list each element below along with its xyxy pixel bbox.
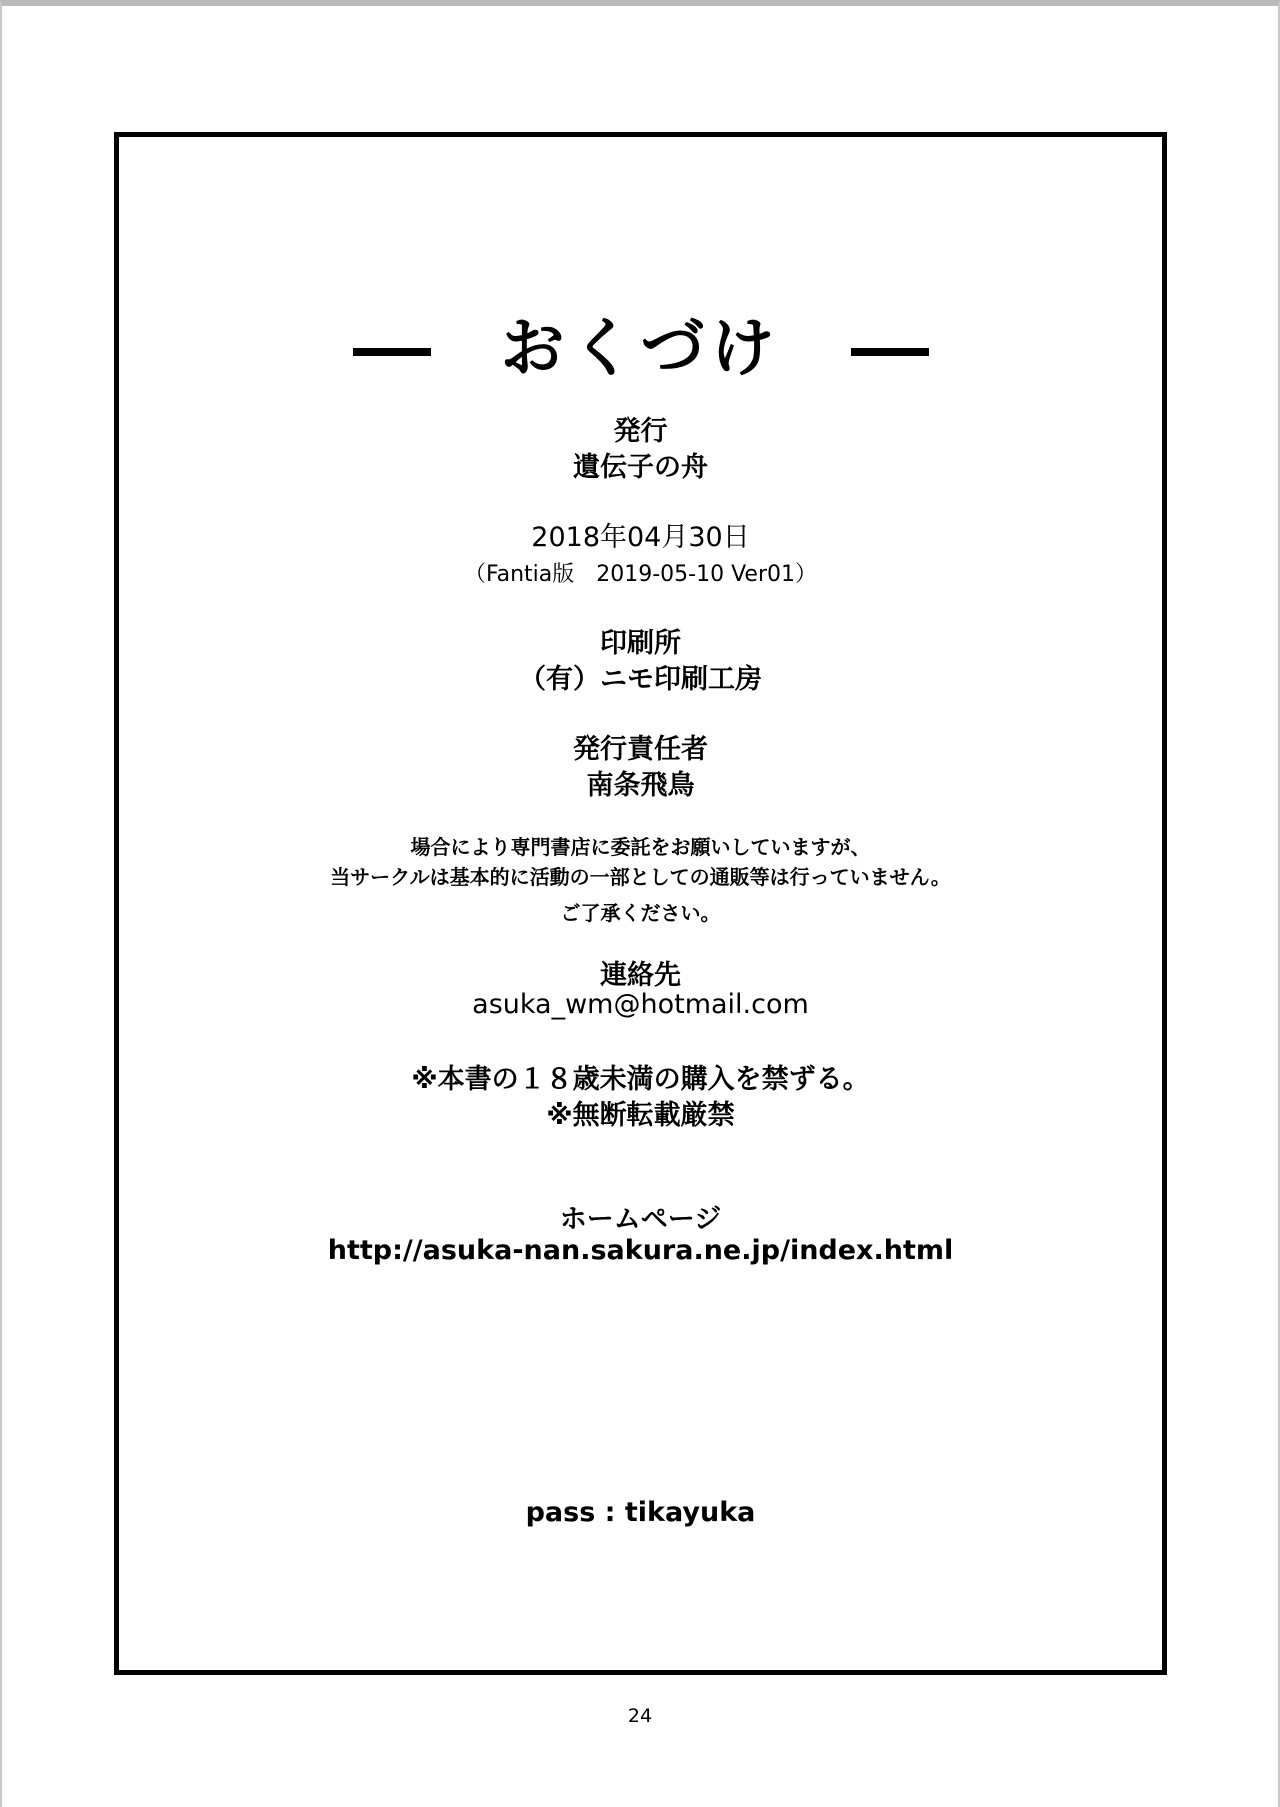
responsible-heading: 発行責任者 [573, 734, 708, 765]
colophon-frame [114, 132, 1167, 1675]
notice-line-2: 当サークルは基本的に活動の一部としての通販等は行っていません。 [330, 865, 951, 889]
responsible-name: 南条飛鳥 [586, 770, 695, 801]
publish-date: 2018年04月30日 [531, 522, 750, 553]
warning-age: ※本書の１８歳未満の購入を禁ずる。 [411, 1064, 870, 1095]
page-number: 24 [627, 1705, 653, 1727]
publisher-heading: 発行 [613, 416, 668, 447]
homepage-heading: ホームページ [559, 1204, 722, 1235]
title-dash-right [851, 348, 929, 356]
page-title [119, 297, 1162, 389]
homepage-url[interactable]: http://asuka-nan.sakura.ne.jp/index.html [327, 1235, 954, 1266]
title-dash-left [353, 348, 431, 356]
pass-text: pass : tikayuka [525, 1497, 756, 1528]
contact-email[interactable]: asuka_wm@hotmail.com [472, 989, 809, 1020]
title-text: おくづけ [500, 312, 781, 386]
warning-no-reprint: ※無断転載厳禁 [546, 1100, 735, 1131]
printer-heading: 印刷所 [600, 628, 681, 659]
printer-name: （有）ニモ印刷工房 [519, 664, 762, 695]
contact-heading: 連絡先 [600, 960, 681, 991]
notice-line-3: ご了承ください。 [560, 901, 721, 925]
edition-note: （Fantia版 2019-05-10 Ver01） [463, 562, 818, 587]
publisher-name: 遺伝子の舟 [573, 452, 708, 483]
notice-line-1: 場合により専門書店に委託をお願いしていますが、 [410, 835, 871, 859]
